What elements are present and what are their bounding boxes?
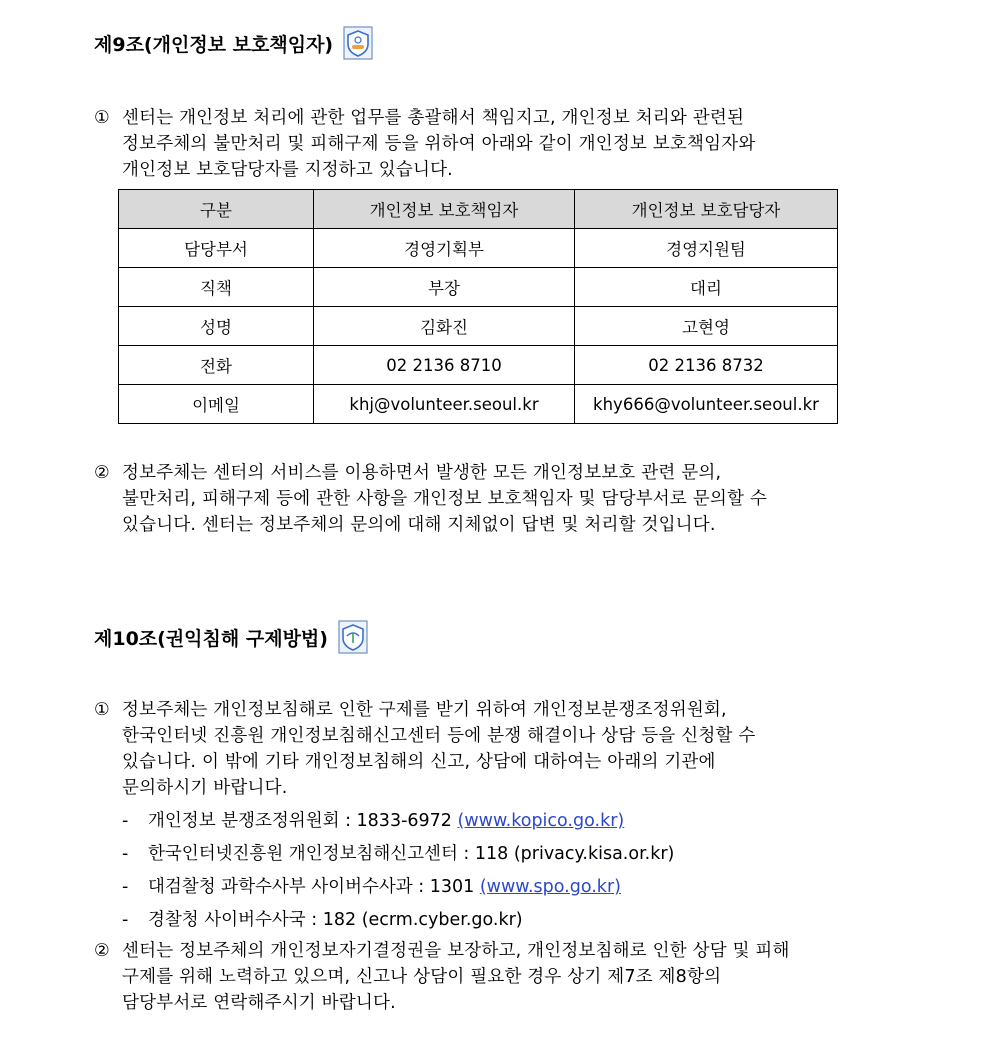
table-cell: 직책	[119, 268, 314, 307]
table-row	[119, 346, 838, 385]
table-cell: 02 2136 8732	[575, 346, 838, 385]
circled-number-1: ①	[94, 700, 110, 720]
circled-number-2: ②	[94, 463, 110, 483]
circled-number-2: ②	[94, 941, 110, 961]
list-dash: -	[122, 811, 129, 831]
rights-shield-badge-icon	[338, 620, 368, 654]
article10-heading	[94, 620, 368, 654]
paragraph-line: 센터는 정보주체의 개인정보자기결정권을 보장하고, 개인정보침해로 인한 상담 및 피해	[122, 941, 790, 961]
table-cell: 김화진	[314, 307, 575, 346]
privacy-officer-badge-icon	[343, 26, 373, 60]
list-item-text: 대검찰청 과학수사부 사이버수사과 : 1301	[148, 877, 480, 897]
table-header-cell: 개인정보 보호담당자	[575, 190, 838, 229]
paragraph-line: 개인정보 보호담당자를 지정하고 있습니다.	[122, 160, 453, 180]
article9-paragraph-1	[94, 105, 894, 183]
table-cell: 전화	[119, 346, 314, 385]
table-cell: 성명	[119, 307, 314, 346]
list-dash: -	[122, 910, 129, 930]
table-cell: 경영기획부	[314, 229, 575, 268]
table-cell: khy666@volunteer.seoul.kr	[575, 385, 838, 424]
privacy-officer-table	[118, 189, 838, 424]
table-cell: 대리	[575, 268, 838, 307]
article9-title: 제9조(개인정보 보호책임자)	[94, 33, 334, 56]
table-row	[119, 229, 838, 268]
paragraph-line: 한국인터넷 진흥원 개인정보침해신고센터 등에 분쟁 해결이나 상담 등을 신청할 수	[122, 726, 756, 746]
paragraph-line: 불만처리, 피해구제 등에 관한 사항을 개인정보 보호책임자 및 담당부서로 문의할 수	[122, 489, 767, 509]
list-dash: -	[122, 877, 129, 897]
table-cell: 이메일	[119, 385, 314, 424]
article9-paragraph-2	[94, 460, 894, 538]
table-cell: 02 2136 8710	[314, 346, 575, 385]
table-header-cell: 개인정보 보호책임자	[314, 190, 575, 229]
table-row	[119, 307, 838, 346]
paragraph-line: 있습니다. 이 밖에 기타 개인정보침해의 신고, 상담에 대하여는 아래의 기관에	[122, 752, 716, 772]
table-header-cell: 구분	[119, 190, 314, 229]
list-dash: -	[122, 844, 129, 864]
paragraph-line: 구제를 위해 노력하고 있으며, 신고나 상담이 필요한 경우 상기 제7조 제8항의	[122, 967, 722, 987]
table-cell: 고현영	[575, 307, 838, 346]
paragraph-line: 정보주체는 센터의 서비스를 이용하면서 발생한 모든 개인정보보호 관련 문의,	[122, 463, 722, 483]
list-item	[122, 805, 674, 838]
article10-title: 제10조(권익침해 구제방법)	[94, 627, 328, 650]
table-cell: khj@volunteer.seoul.kr	[314, 385, 575, 424]
paragraph-line: 담당부서로 연락해주시기 바랍니다.	[122, 993, 396, 1013]
circled-number-1: ①	[94, 108, 110, 128]
list-item	[122, 904, 674, 937]
list-item-text: 경찰청 사이버수사국 : 182 (ecrm.cyber.go.kr)	[148, 910, 523, 930]
paragraph-line: 있습니다. 센터는 정보주체의 문의에 대해 지체없이 답변 및 처리할 것입니다.	[122, 515, 716, 535]
paragraph-line: 정보주체는 개인정보침해로 인한 구제를 받기 위하여 개인정보분쟁조정위원회,	[122, 700, 727, 720]
spo-link[interactable]: (www.spo.go.kr)	[479, 877, 621, 897]
agency-list	[122, 805, 674, 937]
table-row	[119, 268, 838, 307]
table-cell: 부장	[314, 268, 575, 307]
list-item-text: 한국인터넷진흥원 개인정보침해신고센터 : 118 (privacy.kisa.or.kr)	[148, 844, 675, 864]
paragraph-line: 정보주체의 불만처리 및 피해구제 등을 위하여 아래와 같이 개인정보 보호책임자와	[122, 134, 756, 154]
paragraph-line: 문의하시기 바랍니다.	[122, 778, 288, 798]
list-item	[122, 838, 674, 871]
table-header-row	[119, 190, 838, 229]
list-item-text: 개인정보 분쟁조정위원회 : 1833-6972	[148, 811, 458, 831]
table-cell: 경영지원팀	[575, 229, 838, 268]
table-cell: 담당부서	[119, 229, 314, 268]
paragraph-line: 센터는 개인정보 처리에 관한 업무를 총괄해서 책임지고, 개인정보 처리와 관련된	[122, 108, 745, 128]
article10-paragraph-2	[94, 938, 894, 1016]
article10-paragraph-1	[94, 697, 894, 801]
table-row	[119, 385, 838, 424]
list-item	[122, 871, 674, 904]
article9-heading	[94, 26, 373, 60]
kopico-link[interactable]: (www.kopico.go.kr)	[457, 811, 625, 831]
